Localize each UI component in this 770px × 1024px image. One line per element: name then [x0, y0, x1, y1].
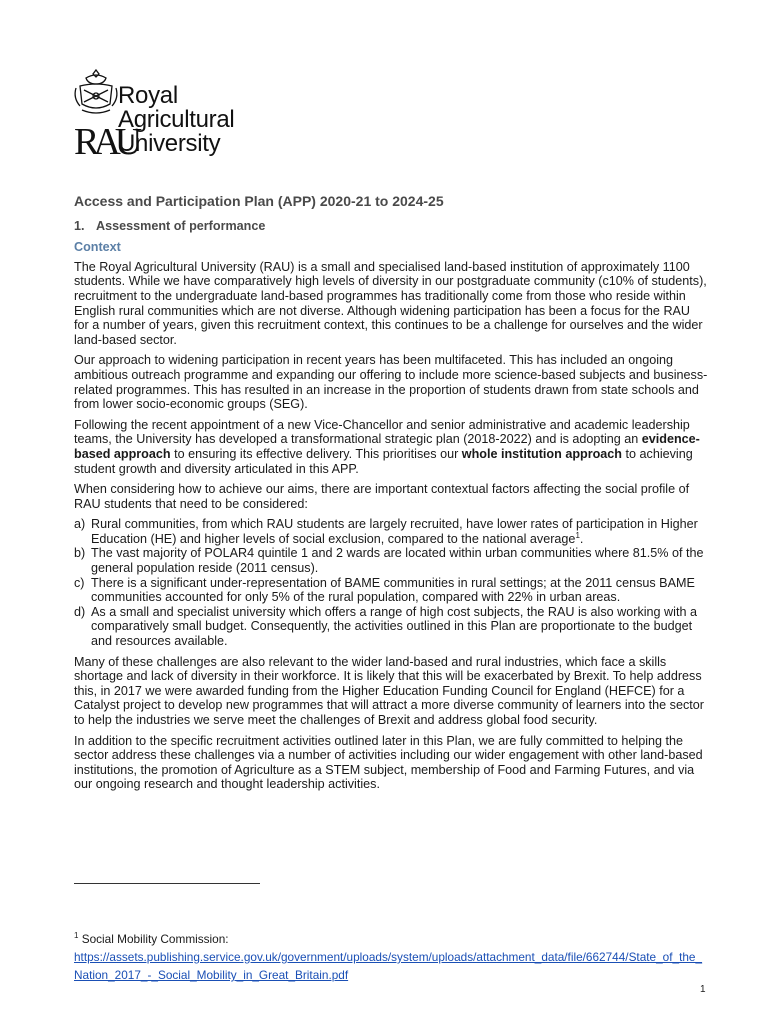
logo-line-university: University: [118, 130, 221, 157]
paragraph-intro: The Royal Agricultural University (RAU) is a small and specialised land-based institution of approximately 1100 students. While we have comparatively high levels of diversity in our postgraduate community (c10% of students), recruitment to the undergraduate land-based programmes has traditionally come from those who reside within English rural communities which are not diverse. Although widening participation has been a focus for the RAU for a number of years, given this recruitment context, this continues to be a challenge for ourselves and the wider land-based sector.: [74, 259, 707, 347]
section-label: Assessment of performance: [96, 218, 266, 233]
paragraph-approach: Our approach to widening participation in recent years has been multifaceted. This has included an ongoing ambitious outreach programme and expanding our offering to include more science-based subjects and business-related programmes. This has resulted in an increase in the proportion of students drawn from state schools and from lower socio-economic groups (SEG).: [74, 353, 708, 412]
footnote-reference[interactable]: 1: [575, 530, 580, 540]
page-number: 1: [700, 984, 706, 995]
footnote-label: Social Mobility Commission:: [81, 932, 229, 946]
section-heading: [74, 219, 708, 234]
footnote-marker: 1: [74, 931, 79, 941]
footnote-divider: [74, 883, 260, 884]
paragraph-commitment: In addition to the specific recruitment activities outlined later in this Plan, we are fully committed to helping the sector address these challenges via a number of activities including our wider engagement with other land-based institutions, the promotion of Agriculture as a STEM subject, membership of Food and Farming Futures, and via our ongoing research and thought leadership activities.: [74, 733, 703, 792]
list-item: b) The vast majority of POLAR4 quintile 1 and 2 wards are located within urban communities where 81.5% of the general population reside (2011 census).: [74, 546, 704, 576]
footnote: [74, 930, 710, 984]
emphasis-evidence-based: evidence-based approach: [74, 432, 700, 461]
list-item: a) Rural communities, from which RAU students are largely recruited, have lower rates of participation in Higher Education (HE) and higher levels of social exclusion, compared to the national average$^1$.: [74, 517, 698, 546]
logo-line-agricultural: Agricultural: [118, 106, 235, 133]
list-item: d) As a small and specialist university which offers a range of high cost subjects, the RAU is also working with a comparatively small budget. Consequently, the activities outlined in this Plan are proportionate to the budget and resources available.: [74, 604, 697, 649]
university-name-logo: [118, 84, 234, 156]
footnote-link[interactable]: https://assets.publishing.service.gov.uk/government/uploads/system/uploads/attachment_data/file/662744/State_of_the_Nation_2017_-_Social_Mobility_in_Great_Britain.pdf: [74, 950, 703, 982]
emphasis-whole-institution: whole institution approach: [461, 446, 623, 461]
context-heading: Context: [74, 240, 121, 255]
paragraph-industry-challenges: Many of these challenges are also relevant to the wider land-based and rural industries, which face a skills shortage and lack of diversity in their workforce. It is likely that this will be exacerbated by Brexit. To help address this, in 2017 we were awarded funding from the Higher Education Funding Council for England (HEFCE) for a Catalyst project to develop new programmes that will attract a more diverse community of learners into the sector to help the industries we serve meet the challenges of Brexit and address global food security.: [74, 654, 704, 727]
paragraph-strategic-plan: Following the recent appointment of a new Vice-Chancellor and senior administrative and academic leadership teams, the University has developed a transformational strategic plan (2018-2022) and is adopting an evidence-based approach to ensuring its effective delivery. This prioritises our whole institution approach to achieving student growth and diversity articulated in this APP.: [74, 417, 700, 476]
document-body: [74, 194, 708, 798]
list-item: c) There is a significant under-representation of BAME communities in rural settings; at the 2011 census BAME communities accounted for only 5% of the rural population, compared with 22% in urban areas.: [74, 575, 695, 605]
logo-line-royal: Royal: [118, 82, 178, 109]
document-title: Access and Participation Plan (APP) 2020-21 to 2024-25: [74, 193, 444, 209]
university-crest-logo: [72, 68, 120, 129]
rau-monogram: RAU: [74, 121, 137, 163]
section-number: 1.: [74, 218, 85, 233]
factors-list: [74, 517, 708, 648]
paragraph-contextual-factors: When considering how to achieve our aims, there are important contextual factors affecting the social profile of RAU students that need to be considered:: [74, 482, 690, 511]
